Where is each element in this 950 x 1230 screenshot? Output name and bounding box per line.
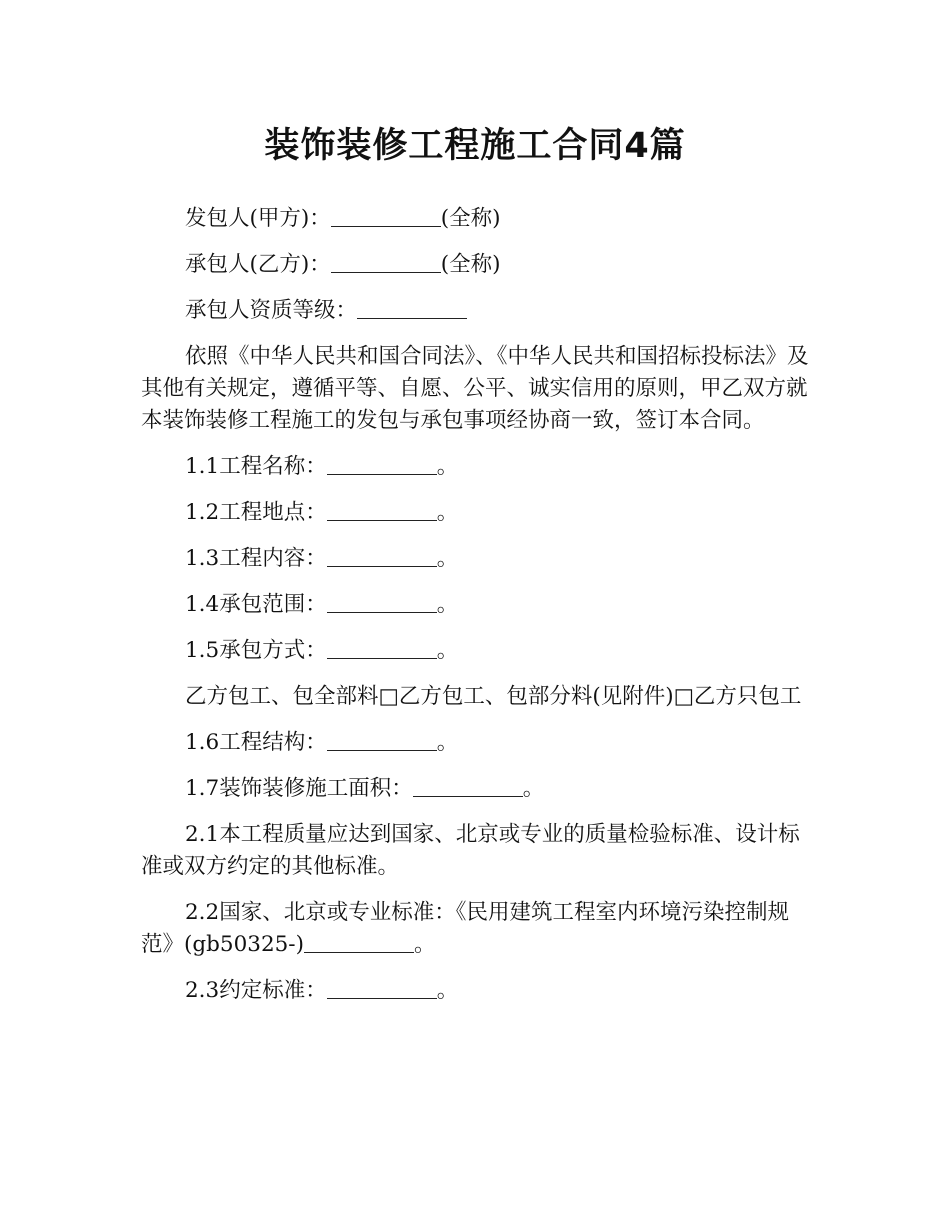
fill-in-blank bbox=[327, 978, 437, 999]
fill-in-blank bbox=[327, 638, 437, 659]
paragraph-text: 发包人(甲方)： bbox=[185, 206, 331, 231]
paragraph-suffix: 。 bbox=[522, 776, 545, 801]
paragraph-clause-1-4 bbox=[141, 589, 811, 621]
paragraph-text: 2.1本工程质量应达到国家、北京或专业的质量检验标准、设计标准或双方约定的其他标准。 bbox=[141, 822, 800, 879]
fill-in-blank bbox=[331, 252, 441, 273]
fill-in-blank bbox=[357, 298, 467, 319]
paragraph-text: 1.5承包方式： bbox=[185, 638, 327, 663]
paragraph-suffix: 。 bbox=[436, 592, 459, 617]
paragraph-text: 依照《中华人民共和国合同法》、《中华人民共和国招标投标法》及其他有关规定，遵循平等、自愿、公平、诚实信用的原则，甲乙双方就本装饰装修工程施工的发包与承包事项经协商一致，签订本合同。 bbox=[141, 344, 809, 433]
paragraph-text: 承包人(乙方)： bbox=[185, 252, 331, 277]
paragraph-suffix: 。 bbox=[413, 932, 436, 957]
paragraph-employer bbox=[141, 203, 811, 235]
paragraph-text: 1.2工程地点： bbox=[185, 500, 327, 525]
paragraph-clause-1-7 bbox=[141, 773, 811, 805]
paragraph-text: 1.1工程名称： bbox=[185, 454, 327, 479]
paragraph-text: 承包人资质等级： bbox=[185, 298, 358, 323]
fill-in-blank bbox=[327, 500, 437, 521]
paragraph-clause-2-3 bbox=[141, 975, 811, 1007]
paragraph-preamble bbox=[141, 341, 811, 437]
document-body bbox=[141, 203, 811, 1021]
paragraph-qualification bbox=[141, 295, 811, 327]
paragraph-clause-1-1 bbox=[141, 451, 811, 483]
paragraph-suffix: (全称) bbox=[440, 206, 501, 231]
paragraph-contract-mode-options bbox=[141, 681, 811, 713]
fill-in-blank bbox=[327, 730, 437, 751]
paragraph-suffix: 。 bbox=[436, 546, 459, 571]
document-title: 装饰装修工程施工合同4篇 bbox=[264, 126, 686, 166]
paragraph-text: 2.2国家、北京或专业标准：《民用建筑工程室内环境污染控制规范》(gb50325-) bbox=[141, 900, 789, 957]
paragraph-text: 1.6工程结构： bbox=[185, 730, 327, 755]
paragraph-text: 1.3工程内容： bbox=[185, 546, 327, 571]
paragraph-suffix: (全称) bbox=[440, 252, 501, 277]
paragraph-text: 1.7装饰装修施工面积： bbox=[185, 776, 413, 801]
fill-in-blank bbox=[327, 546, 437, 567]
paragraph-text: 2.3约定标准： bbox=[185, 978, 327, 1003]
paragraph-clause-1-3 bbox=[141, 543, 811, 575]
paragraph-contractor bbox=[141, 249, 811, 281]
paragraph-suffix: 。 bbox=[436, 638, 459, 663]
paragraph-clause-2-2 bbox=[141, 897, 811, 961]
paragraph-suffix: 。 bbox=[436, 500, 459, 525]
paragraph-suffix: 。 bbox=[436, 978, 459, 1003]
fill-in-blank bbox=[304, 932, 414, 953]
paragraph-clause-1-6 bbox=[141, 727, 811, 759]
paragraph-clause-2-1 bbox=[141, 819, 811, 883]
paragraph-text: 乙方包工、包全部料□乙方包工、包部分料(见附件)□乙方只包工 bbox=[185, 684, 802, 709]
fill-in-blank bbox=[327, 454, 437, 475]
paragraph-text: 1.4承包范围： bbox=[185, 592, 327, 617]
fill-in-blank bbox=[327, 592, 437, 613]
paragraph-suffix: 。 bbox=[436, 730, 459, 755]
paragraph-suffix: 。 bbox=[436, 454, 459, 479]
fill-in-blank bbox=[413, 776, 523, 797]
paragraph-clause-1-2 bbox=[141, 497, 811, 529]
fill-in-blank bbox=[331, 206, 441, 227]
paragraph-clause-1-5 bbox=[141, 635, 811, 667]
